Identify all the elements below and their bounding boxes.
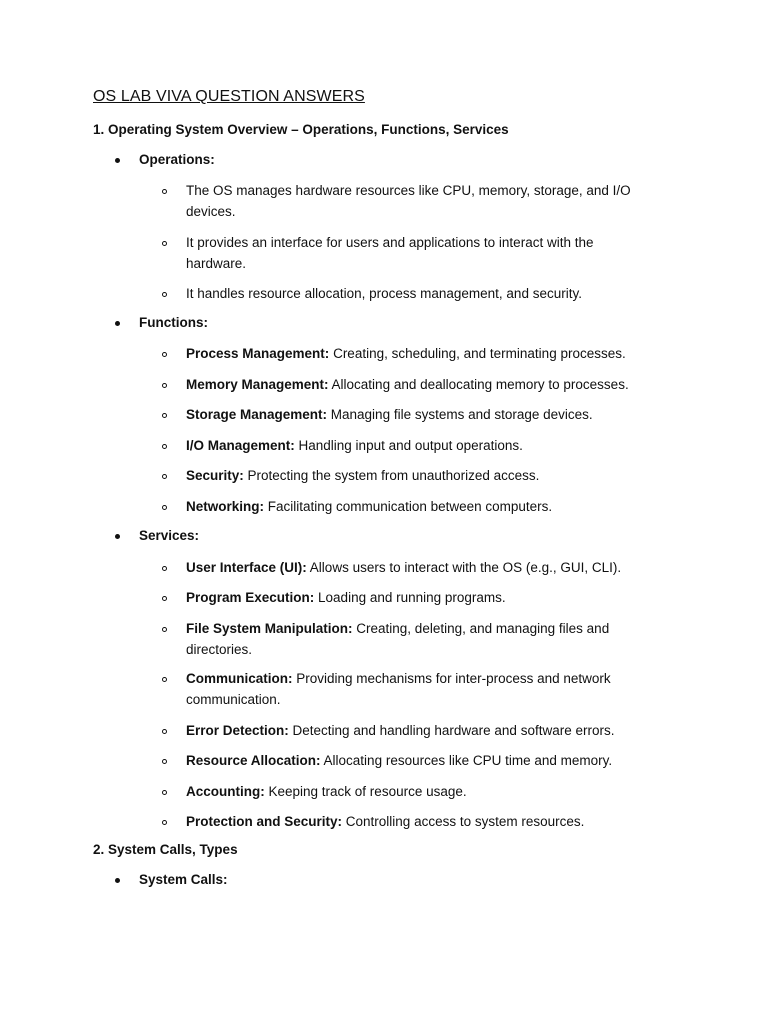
service-term: Program Execution: — [186, 590, 315, 605]
services-item — [186, 668, 656, 710]
functions-item — [186, 343, 656, 364]
hollow-circle-bullet-icon — [162, 790, 167, 795]
hollow-circle-bullet-icon — [162, 474, 167, 479]
hollow-circle-bullet-icon — [162, 383, 167, 388]
function-term: Process Management: — [186, 346, 330, 361]
function-term: Memory Management: — [186, 377, 329, 392]
function-term: I/O Management: — [186, 438, 295, 453]
service-desc: Detecting and handling hardware and software errors. — [288, 723, 615, 738]
operations-item: It provides an interface for users and applications to interact with the hardware. — [186, 235, 594, 271]
section-2-heading: 2. System Calls, Types — [93, 842, 238, 857]
function-desc: Creating, scheduling, and terminating processes. — [329, 346, 626, 361]
hollow-circle-bullet-icon — [162, 413, 167, 418]
hollow-circle-bullet-icon — [162, 677, 167, 682]
services-item — [186, 781, 656, 802]
services-item — [186, 811, 656, 832]
function-desc: Protecting the system from unauthorized access. — [243, 468, 540, 483]
operations-item: The OS manages hardware resources like CPU, memory, storage, and I/O devices. — [186, 183, 631, 219]
hollow-circle-bullet-icon — [162, 241, 167, 246]
service-term: Communication: — [186, 671, 293, 686]
service-term: Accounting: — [186, 784, 265, 799]
hollow-circle-bullet-icon — [162, 759, 167, 764]
functions-item — [186, 374, 656, 395]
service-term: Resource Allocation: — [186, 753, 321, 768]
operations-heading: Operations: — [139, 152, 215, 167]
service-desc: Allocating resources like CPU time and memory. — [320, 753, 613, 768]
hollow-circle-bullet-icon — [162, 352, 167, 357]
hollow-circle-bullet-icon — [162, 627, 167, 632]
bullet-dot-icon — [115, 158, 120, 163]
function-term: Security: — [186, 468, 244, 483]
hollow-circle-bullet-icon — [162, 189, 167, 194]
hollow-circle-bullet-icon — [162, 596, 167, 601]
hollow-circle-bullet-icon — [162, 729, 167, 734]
services-heading: Services: — [139, 528, 200, 543]
function-desc: Managing file systems and storage devices. — [327, 407, 593, 422]
service-desc: Controlling access to system resources. — [342, 814, 585, 829]
service-term: Protection and Security: — [186, 814, 343, 829]
functions-item — [186, 465, 656, 486]
hollow-circle-bullet-icon — [162, 505, 167, 510]
function-desc: Facilitating communication between computers. — [264, 499, 553, 514]
services-item — [186, 618, 656, 660]
hollow-circle-bullet-icon — [162, 292, 167, 297]
functions-item — [186, 435, 656, 456]
service-term: Error Detection: — [186, 723, 289, 738]
services-item — [186, 720, 656, 741]
service-desc: Providing mechanisms for inter-process and network communication. — [186, 671, 611, 707]
services-item — [186, 587, 656, 608]
function-term: Networking: — [186, 499, 265, 514]
hollow-circle-bullet-icon — [162, 566, 167, 571]
service-desc: Keeping track of resource usage. — [264, 784, 467, 799]
bullet-dot-icon — [115, 878, 120, 883]
function-desc: Allocating and deallocating memory to processes. — [328, 377, 629, 392]
bullet-dot-icon — [115, 321, 120, 326]
services-item — [186, 557, 656, 578]
function-desc: Handling input and output operations. — [294, 438, 523, 453]
operations-item: It handles resource allocation, process management, and security. — [186, 286, 582, 301]
service-desc: Creating, deleting, and managing files and directories. — [186, 621, 610, 657]
service-term: User Interface (UI): — [186, 560, 307, 575]
system-calls-heading: System Calls: — [139, 872, 228, 887]
document-title: OS LAB VIVA QUESTION ANSWERS — [93, 88, 365, 105]
section-1-heading: 1. Operating System Overview – Operations, Functions, Services — [93, 122, 509, 137]
functions-heading: Functions: — [139, 315, 208, 330]
function-term: Storage Management: — [186, 407, 328, 422]
hollow-circle-bullet-icon — [162, 444, 167, 449]
services-item — [186, 750, 656, 771]
service-term: File System Manipulation: — [186, 621, 353, 636]
service-desc: Loading and running programs. — [314, 590, 506, 605]
service-desc: Allows users to interact with the OS (e.g., GUI, CLI). — [306, 560, 622, 575]
hollow-circle-bullet-icon — [162, 820, 167, 825]
bullet-dot-icon — [115, 534, 120, 539]
functions-item — [186, 496, 656, 517]
functions-item — [186, 404, 656, 425]
